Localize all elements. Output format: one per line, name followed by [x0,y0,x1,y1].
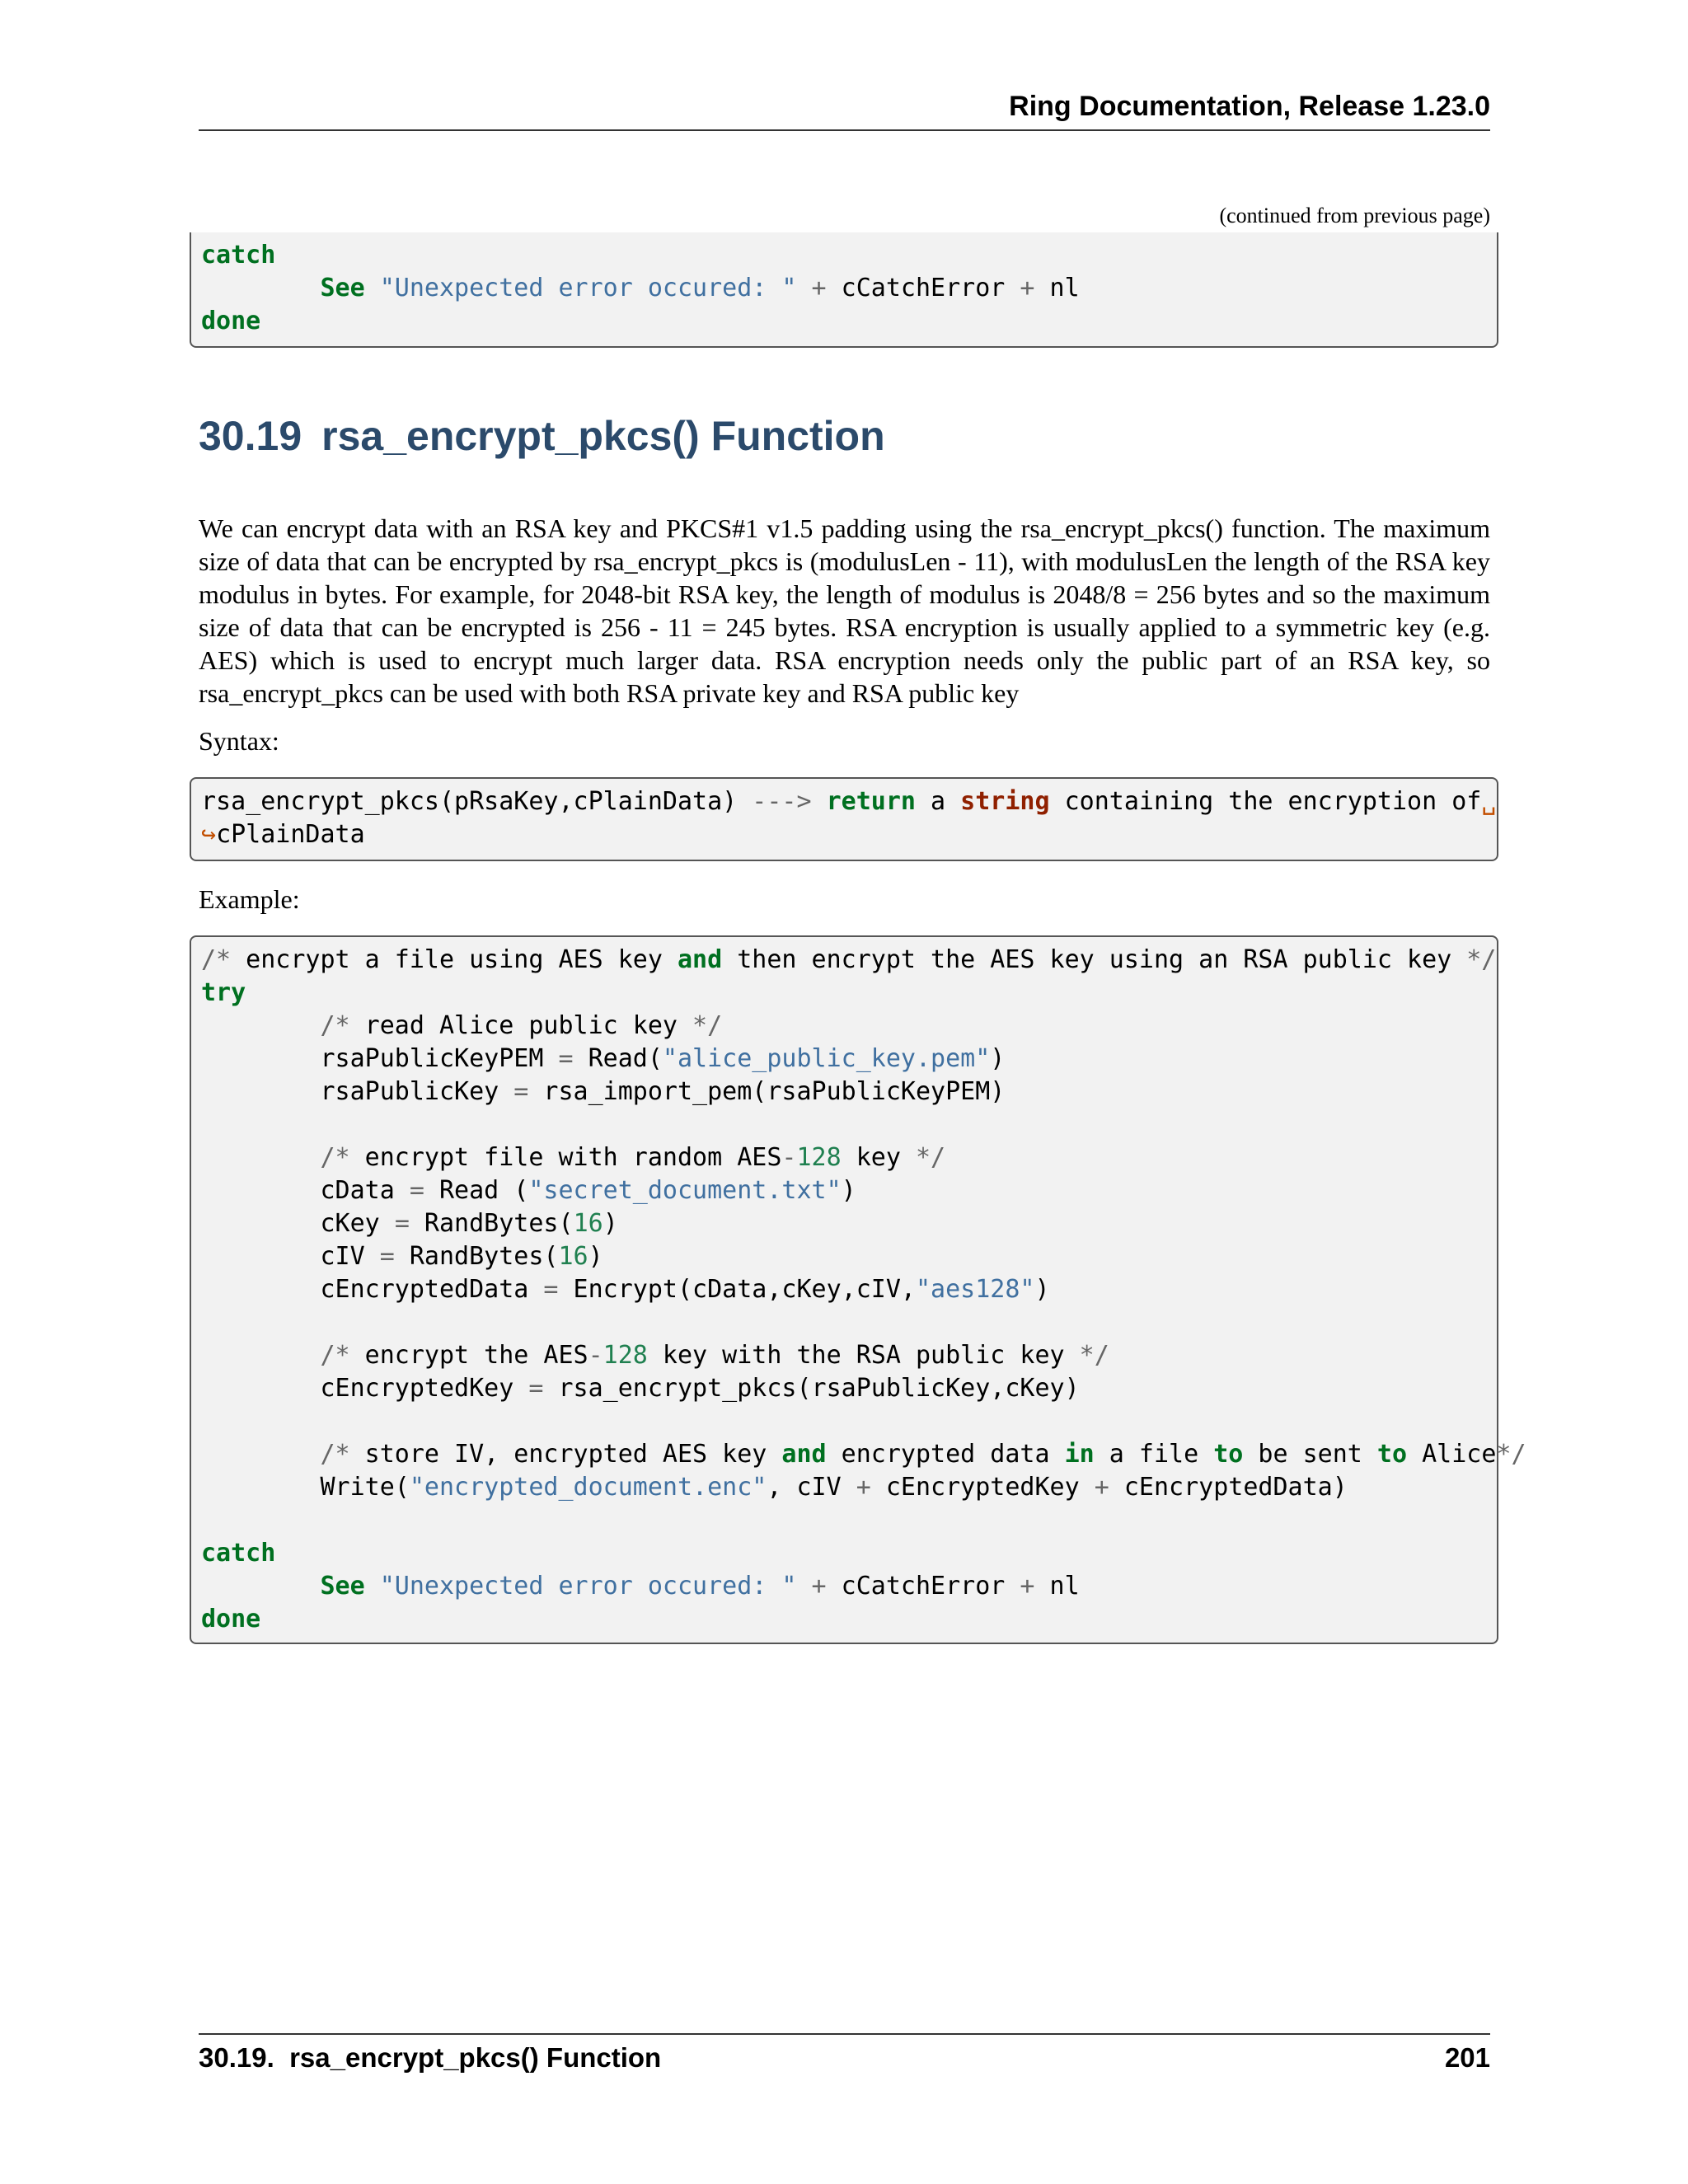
line-continuation-arrow: ↪ [201,820,217,849]
code-block-example [190,935,1526,1644]
keyword-see: See [320,274,365,302]
header-divider [199,129,1490,131]
code-continued [191,232,1497,338]
code-line: /* encrypt file with random AES-128 key */ [320,1143,946,1172]
code-line: rsa_encrypt_pkcs(pRsaKey,cPlainData) ---> return a string containing the encryption of␣ [201,787,1497,816]
syntax-label: Syntax: [199,726,279,756]
code-line: cIV = RandBytes(16) [201,1242,603,1271]
code-line [201,307,260,335]
section-number: 30.19 [199,413,302,459]
code-line: /* encrypt a file using AES key and then encrypt the AES key using an RSA public key */ [201,945,1497,974]
code-line: done [201,1605,261,1633]
page-number: 201 [1444,2042,1490,2073]
code-block-syntax [190,777,1498,861]
code-line: cEncryptedData = Encrypt(cData,cKey,cIV,"aes128") [201,1275,1050,1304]
code-line: rsaPublicKeyPEM = Read("alice_public_key.pem") [201,1044,1006,1073]
keyword-catch: catch [201,241,276,269]
code-line: cData = Read ("secret_document.txt") [201,1176,856,1205]
continued-note: (continued from previous page) [1219,204,1490,227]
code-line: ↪cPlainData [201,820,365,849]
section-title-text: rsa_encrypt_pkcs() Function [321,413,885,459]
code-line [201,241,275,269]
footer-divider [199,2033,1490,2035]
code-line: catch [201,1539,276,1568]
code-block-continued [190,232,1498,348]
code-example [191,937,1526,1636]
code-line: try [201,978,246,1007]
string-literal: "Unexpected error occured: " [379,274,797,302]
code-line: /* store IV, encrypted AES key and encrypted data in a file to be sent to Alice*/ [320,1440,1526,1469]
footer-section-title: 30.19. rsa_encrypt_pkcs() Function [199,2042,662,2073]
line-wrap-marker: ␣ [1481,787,1497,816]
code-line: Write("encrypted_document.enc", cIV + cEncryptedKey + cEncryptedData) [201,1473,1348,1502]
keyword-done: done [201,307,261,335]
running-header: Ring Documentation, Release 1.23.0 [1009,91,1490,122]
code-line: /* encrypt the AES-128 key with the RSA public key */ [320,1341,1109,1370]
code-line: See "Unexpected error occured: " + cCatchError + nl [320,274,1080,302]
code-line: rsaPublicKey = rsa_import_pem(rsaPublicKeyPEM) [201,1077,1006,1106]
code-line: cKey = RandBytes(16) [201,1209,618,1238]
example-label: Example: [199,884,300,914]
code-line: See "Unexpected error occured: " + cCatchError + nl [320,1572,1080,1601]
code-line: cEncryptedKey = rsa_encrypt_pkcs(rsaPublicKey,cKey) [201,1374,1080,1403]
code-line: /* read Alice public key */ [320,1011,723,1040]
section-description: We can encrypt data with an RSA key and PKCS#1 v1.5 padding using the rsa_encrypt_pkcs() function. The maximum size of data that can be encrypted by rsa_encrypt_pkcs is (modulusLen - 11), with modulusLen the length of the RSA key modulus in bytes. For example, for 2048-bit RSA key, the length of modulus is 2048/8 = 256 bytes and so the maximum size of data that can be encrypted is 256 - 11 = 245 bytes. RSA encryption is usually applied to a symmetric key (e.g. AES) which is used to encrypt much larger data. RSA encryption needs only the public part of an RSA key, so rsa_encrypt_pkcs can be used with both RSA private key and RSA public key [199,513,1490,708]
code-syntax [191,779,1497,851]
section-heading [199,412,885,460]
